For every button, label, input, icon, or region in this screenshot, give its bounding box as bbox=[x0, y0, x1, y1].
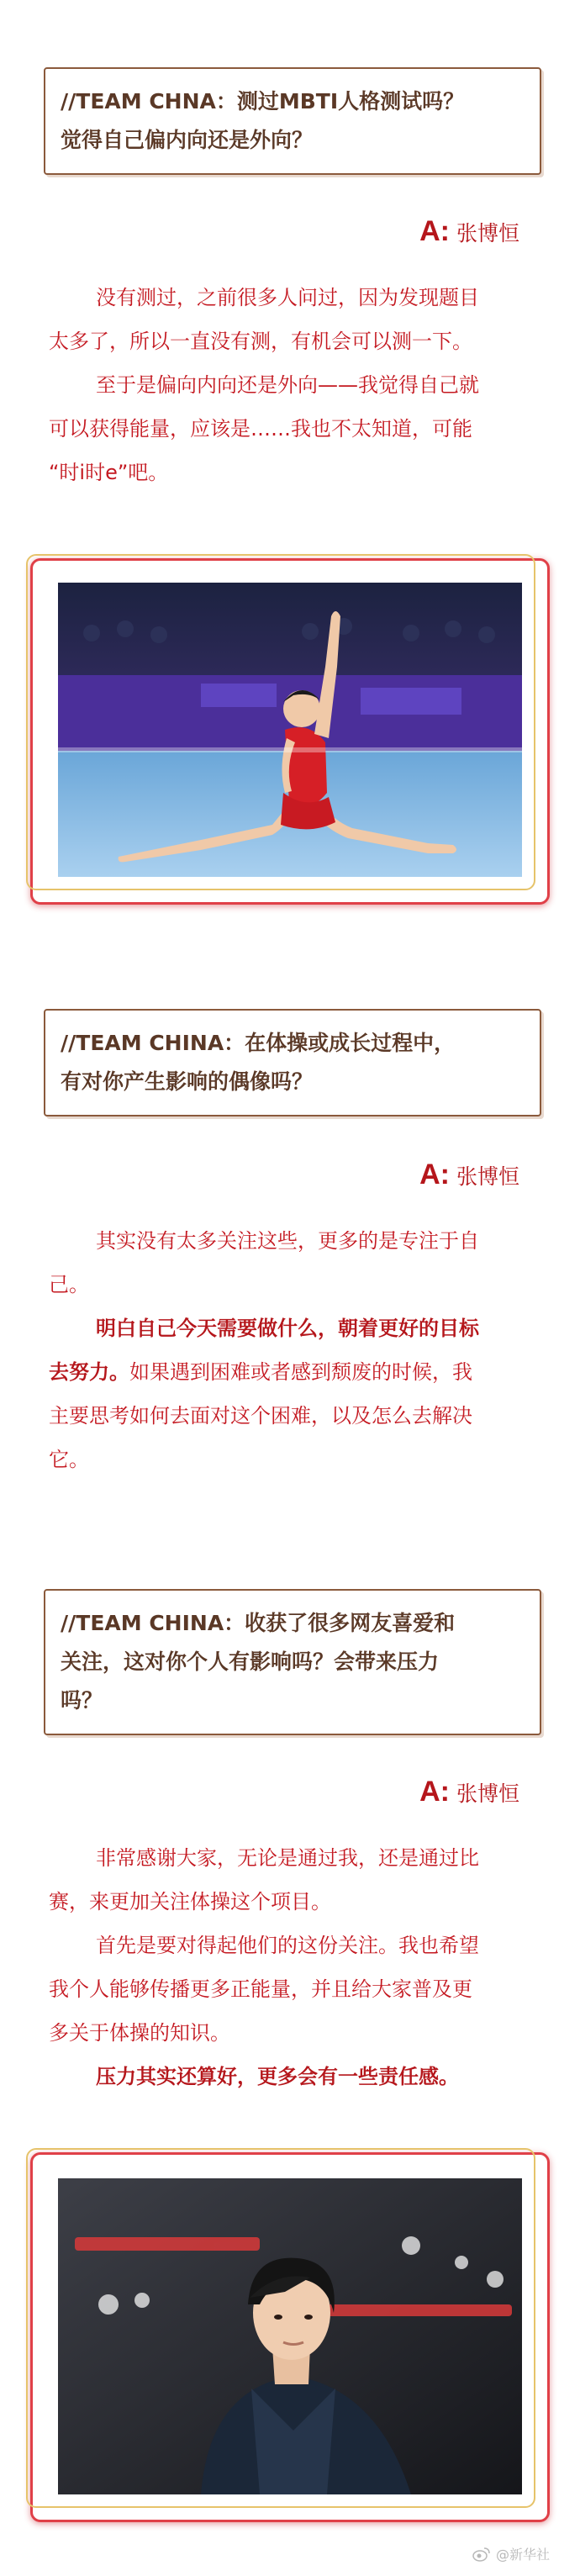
gymnast-photo bbox=[58, 583, 522, 877]
text-line: 太多了，所以一直没有测，有机会可以测一下。 bbox=[49, 330, 472, 353]
question-line: 关注，这对你个人有影响吗？会带来压力 bbox=[61, 1650, 440, 1674]
portrait-photo bbox=[58, 2178, 522, 2494]
answer-paragraph bbox=[49, 1924, 536, 2055]
answer-label-1 bbox=[419, 215, 519, 249]
answer-paragraph bbox=[49, 276, 536, 363]
photo-frame-1 bbox=[30, 558, 550, 905]
text-line: 首先是要对得起他们的这份关注。我也希望 bbox=[96, 1934, 479, 1957]
answer-paragraph bbox=[49, 1306, 536, 1481]
answer-prefix: A: bbox=[419, 1776, 450, 1808]
question-line: //TEAM CHINA：在体操或成长过程中， bbox=[61, 1031, 456, 1055]
question-line: //TEAM CHINA：收获了很多网友喜爱和 bbox=[61, 1611, 456, 1635]
answer-label-2 bbox=[419, 1159, 519, 1192]
photo-frame-2 bbox=[30, 2152, 550, 2522]
text-line: 至于是偏向内向还是外向——我觉得自己就 bbox=[96, 373, 479, 397]
answer-name: 张博恒 bbox=[456, 221, 519, 245]
weibo-icon bbox=[472, 2547, 491, 2562]
text-line: 多关于体操的知识。 bbox=[49, 2021, 230, 2045]
question-box-2 bbox=[44, 1009, 541, 1116]
text-line: 压力其实还算好，更多会有一些责任感。 bbox=[96, 2065, 459, 2088]
answer-paragraph bbox=[49, 1219, 536, 1306]
answer-paragraph bbox=[49, 363, 536, 494]
text-line-bold: 明白自己今天需要做什么，朝着更好的目标 bbox=[96, 1317, 479, 1340]
text-bold: 去努力。 bbox=[49, 1360, 129, 1384]
question-box-3 bbox=[44, 1589, 541, 1735]
question-line: 觉得自己偏内向还是外向？ bbox=[61, 128, 314, 152]
answer-prefix: A: bbox=[419, 1159, 450, 1190]
text-regular: 如果遇到困难或者感到颓废的时候，我 bbox=[129, 1360, 472, 1384]
answer-name: 张博恒 bbox=[456, 1164, 519, 1189]
text-line: “时i时e”吧。 bbox=[49, 461, 169, 484]
watermark-text: @新华社 bbox=[495, 2547, 550, 2563]
question-box-1 bbox=[44, 67, 541, 175]
text-line: 我个人能够传播更多正能量，并且给大家普及更 bbox=[49, 1977, 472, 2001]
answer-paragraph bbox=[49, 1836, 536, 1924]
watermark bbox=[472, 2544, 550, 2563]
answer-label-3 bbox=[419, 1776, 519, 1809]
text-line: 主要思考如何去面对这个困难，以及怎么去解决 bbox=[49, 1404, 472, 1428]
portrait-illustration bbox=[58, 2178, 522, 2494]
text-line: 己。 bbox=[49, 1273, 89, 1296]
text-line: 非常感谢大家，无论是通过我，还是通过比 bbox=[96, 1846, 479, 1870]
question-line: //TEAM CHNA：测过MBTI人格测试吗？ bbox=[61, 89, 465, 113]
answer-prefix: A: bbox=[419, 215, 450, 247]
text-line: 赛，来更加关注体操这个项目。 bbox=[49, 1890, 331, 1914]
answer-name: 张博恒 bbox=[456, 1782, 519, 1806]
text-line: 没有测过，之前很多人问过，因为发现题目 bbox=[96, 286, 479, 309]
text-line: 其实没有太多关注这些，更多的是专注于自 bbox=[96, 1229, 479, 1253]
text-line: 它。 bbox=[49, 1448, 89, 1471]
question-line: 有对你产生影响的偶像吗？ bbox=[61, 1069, 314, 1094]
answer-paragraph-bold bbox=[49, 2055, 536, 2098]
question-line: 吗？ bbox=[61, 1688, 103, 1713]
text-line: 可以获得能量，应该是……我也不太知道，可能 bbox=[49, 417, 472, 441]
gymnast-illustration bbox=[58, 583, 522, 877]
